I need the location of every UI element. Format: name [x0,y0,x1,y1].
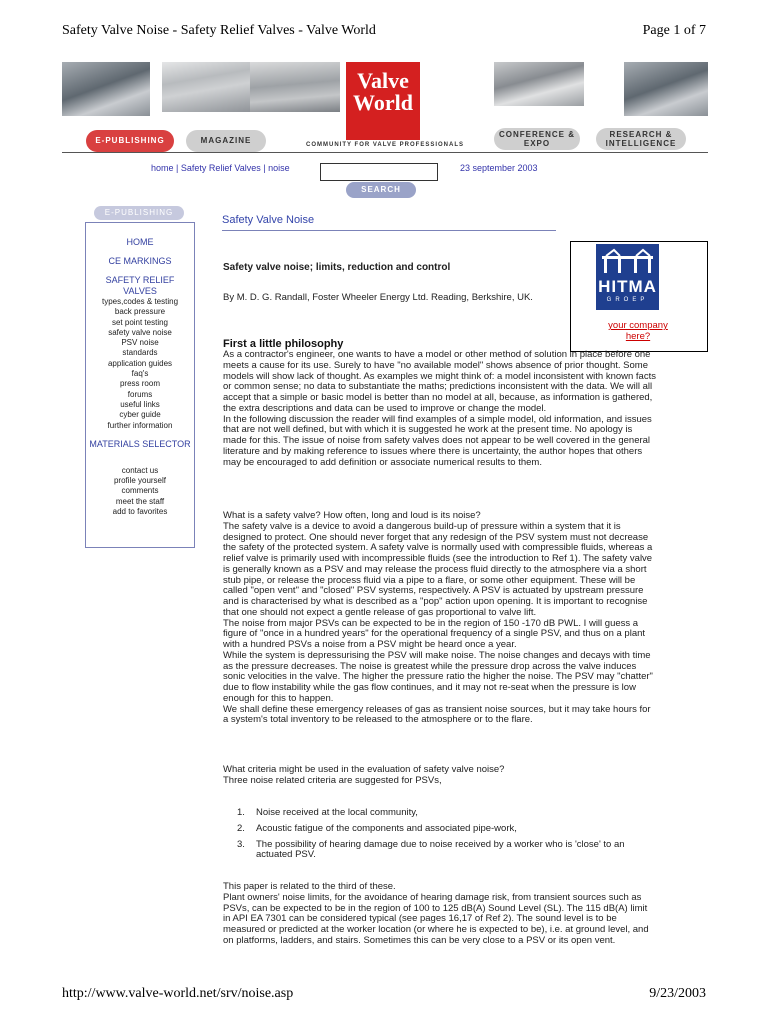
breadcrumb [151,163,290,173]
banner-photo-valves [62,62,150,116]
breadcrumb-separator: | [260,163,269,173]
text-line: measured or predicted at the worker location (or where he is expected to be), i.e. at ground level, and [223,924,649,935]
sidebar-item-set-point[interactable]: set point testing [111,317,169,327]
text-line: the extra descriptions and data can be used to improve or change the model. [223,402,547,414]
sidebar-item-forums[interactable]: forums [127,389,153,399]
banner-divider [62,152,708,153]
sidebar [85,222,195,548]
ad-link-line2: here? [625,331,651,342]
text-line: The noise from major PSVs can be expected to be in the region of 150 -170 dB PWL. I will guess a [223,617,639,629]
banner-photo-plant [494,62,584,106]
hitma-logo[interactable] [596,244,659,310]
text-line: as the pressure decreases. The noise is greatest while the pressure drop across the valve induces [223,660,637,672]
text-line: designed to protect. One should never forget that any redesign of the PSV system must not decrease [223,531,649,543]
text-line: made for this. The issue of noise from safety valves does not appear to be well covered in the general [223,435,651,446]
print-header-title: Safety Valve Noise - Safety Relief Valves - Valve World [62,23,376,38]
text-line: sonic velocities in the valve. The higher the pressure ratio the higher the noise. The PSV may "chatter" [223,671,653,683]
community-tagline: COMMUNITY FOR VALVE PROFESSIONALS [305,142,464,148]
text-line: models will show lack of thought. As examples we might think of: a model inconsistent with known facts [223,370,656,382]
tab-magazine[interactable]: MAGAZINE [186,130,266,152]
print-footer-date: 9/23/2003 [649,986,706,1001]
text-line: that are not well defined, but with which it is suggested he work at the present time. No apology is [223,424,633,436]
hitma-brand: HITMA [598,277,657,296]
valve-world-logo[interactable] [346,62,420,140]
sidebar-item-further-information[interactable]: further information [107,420,173,430]
banner-photo-pipes [162,62,250,112]
text-line: and is characterised by what is described as a "pop" action upon opening. It is important to recognise [223,596,648,607]
breadcrumb-separator: | [173,163,181,173]
text-line: What is a safety valve? How often, long and loud is its noise? [223,510,481,521]
philosophy-title: First a little philosophy [223,338,344,350]
sidebar-item-standards[interactable]: standards [122,348,158,358]
text-line: literature and by making reference to issues where there is uncertainty, the author hopes that others [223,445,643,457]
text-line: PSVs, can be expected to be in the region of 100 to 125 dB(A) Sound Level (SL). The 115 dB(A) limit [223,902,648,914]
text-line: Plant owners' noise limits, for the avoidance of hearing damage risk, from transient sources such as [223,891,642,903]
print-footer-url: http://www.valve-world.net/srv/noise.asp [62,986,294,1001]
sidebar-item-profile-yourself[interactable]: profile yourself [113,476,167,486]
text-line: As a contractor's engineer, one wants to have a model or other method of solution in place before one [223,349,651,360]
sidebar-item-home[interactable]: HOME [126,237,154,247]
philosophy-text [223,350,693,468]
date-display: 23 september 2003 [460,163,538,173]
tab-research-line1: RESEARCH & [609,130,673,139]
list-item-text: Noise received at the local community, [256,807,418,818]
banner-photo-pipes-2 [250,62,340,112]
sidebar-item-faqs[interactable]: faq's [131,369,149,379]
list-item [223,840,693,862]
list-item [223,824,693,835]
list-item-number: 2. [237,822,245,834]
list-item-text: The possibility of hearing damage due to noise received by a worker who is 'close' to an [256,838,625,850]
text-line: This paper is related to the third of these. [223,881,396,892]
text-line: In the following discussion the reader will find examples of a simple model, old information, and issues [223,413,652,425]
text-line: due to flow instability while the gas flow continues, and it may not re-seat when the pressure is low [223,682,636,693]
criteria-intro [223,765,693,787]
sidebar-item-meet-the-staff[interactable]: meet the staff [115,496,165,506]
text-line: on platforms, ladders, and stairs. Sometimes this can be very close to a PSV or its open vent. [223,934,616,946]
list-item-number: 1. [237,807,245,818]
sidebar-item-psv-noise[interactable]: PSV noise [121,338,159,348]
breadcrumb-home[interactable]: home [151,163,174,173]
article-heading: Safety valve noise; limits, reduction and control [223,262,451,273]
sidebar-item-ce-markings[interactable]: CE MARKINGS [108,256,172,266]
text-line: that one should not expect a gentle release of gas proportional to valve lift. [223,606,537,618]
text-line: The safety valve is a device to avoid a dangerous build-up of pressure within a system that it is [223,520,621,532]
text-line: While the system is depressurising the PSV will make noise. The noise changes and decays with time [223,649,651,661]
sidebar-srv-line1: SAFETY RELIEF [105,275,175,285]
tab-conference-line2: EXPO [523,139,551,148]
breadcrumb-safety-relief-valves[interactable]: Safety Relief Valves [180,163,261,173]
print-header-page: Page 1 of 7 [642,23,706,38]
section-title: Safety Valve Noise [222,214,315,226]
sidebar-item-application-guides[interactable]: application guides [107,358,173,368]
text-line: with a hundred PSVs a noise from a PSV might be heard once a year. [223,639,517,650]
criteria-list [223,808,693,861]
sidebar-item-cyber-guide[interactable]: cyber guide [119,410,161,420]
text-line: What criteria might be used in the evaluation of safety valve noise? [223,764,505,775]
list-item-text: actuated PSV. [256,849,316,861]
text-line: called "open vent" and "closed" PSV systems, respectively. A PSV is actuated by upstream pressure [223,585,644,597]
text-line: accept that a simple or basic model is better than no model at all, because, as information is gathered, [223,392,653,403]
what-is-safety-valve-text [223,511,693,726]
text-line: is generally known as a PSV and may release the process fluid directly to the atmosphere via a short [223,563,647,575]
text-line: relief valve is primarily used with incompressible fluids (see the introduction to Ref 1). The safety valve [223,553,653,564]
sidebar-item-types-codes[interactable]: types,codes & testing [101,297,179,306]
sidebar-item-safety-relief-valves[interactable] [86,275,194,297]
article-byline: By M. D. G. Randall, Foster Wheeler Energy Ltd. Reading, Berkshire, UK. [223,292,533,303]
breadcrumb-noise[interactable]: noise [268,163,290,173]
ad-link-line1: your company [608,320,668,331]
search-input[interactable] [320,163,438,181]
logo-line-1: Valve [357,68,409,93]
hitma-sub: GROEP [606,297,649,303]
text-line: figure of "once in a hundred years" for the operational frequency of a single PSV, and thus on a plant [223,628,646,640]
logo-line-2: World [353,90,413,115]
sidebar-item-safety-valve-noise[interactable]: safety valve noise [108,327,172,337]
paper-relation-text [223,882,693,947]
sidebar-tab-e-publishing[interactable]: E-PUBLISHING [94,206,184,220]
section-title-underline [222,230,556,231]
list-item [223,808,693,819]
sidebar-item-add-to-favorites[interactable]: add to favorites [112,507,168,517]
banner-photo-pipework [624,62,708,116]
search-button[interactable]: SEARCH [346,182,416,198]
text-line: enough for this to happen. [223,692,334,704]
text-line: the safety of the protected system. A safety valve is normally used with compressible fluids, whereas a [223,542,653,554]
text-line: Three noise related criteria are suggested for PSVs, [223,774,442,786]
sidebar-submenu [86,297,194,431]
tab-conference-line1: CONFERENCE & [498,130,575,139]
list-item-text: Acoustic fatigue of the components and associated pipe-work, [256,822,517,834]
text-line: meets a cause for its use. Surely to have "no available model" shows absence of prior thought. Some [223,359,648,371]
list-item-number: 3. [237,838,245,850]
tab-research-intelligence[interactable] [596,128,686,150]
sidebar-item-contact-us[interactable]: contact us [121,465,159,475]
ad-link[interactable] [570,320,706,342]
tab-research-line2: INTELLIGENCE [605,139,677,148]
text-line: stub pipe, or release the process fluid via a pipe to a flare, or some other equipment. These will be [223,574,636,586]
tab-e-publishing[interactable]: E-PUBLISHING [86,130,174,152]
hitma-building-icon [596,248,659,278]
text-line: in API EA 7301 can be considered typical (see pages 16,17 of Ref 2). The sound level is to be [223,913,617,925]
sidebar-item-press-room[interactable]: press room [119,379,160,389]
sidebar-item-back-pressure[interactable]: back pressure [114,307,166,317]
sidebar-bottom-links [86,466,194,517]
sidebar-srv-line2: VALVES [123,286,157,296]
tab-conference-expo[interactable] [494,128,580,150]
text-line: a system's total inventory to be released to the atmosphere or to the flare. [223,714,533,726]
text-line: We shall define these emergency releases of gas as transient noise sources, but it may take hours for [223,703,651,715]
sidebar-item-materials-selector[interactable]: MATERIALS SELECTOR [89,438,191,449]
sidebar-item-comments[interactable]: comments [121,486,159,496]
text-line: may be encouraged to add definition or associate numerical results to them. [223,456,542,468]
text-line: or common sense; no data to substantiate the maths; predictions inconsistent with the data. We will all [223,381,653,393]
sidebar-item-useful-links[interactable]: useful links [120,399,160,409]
